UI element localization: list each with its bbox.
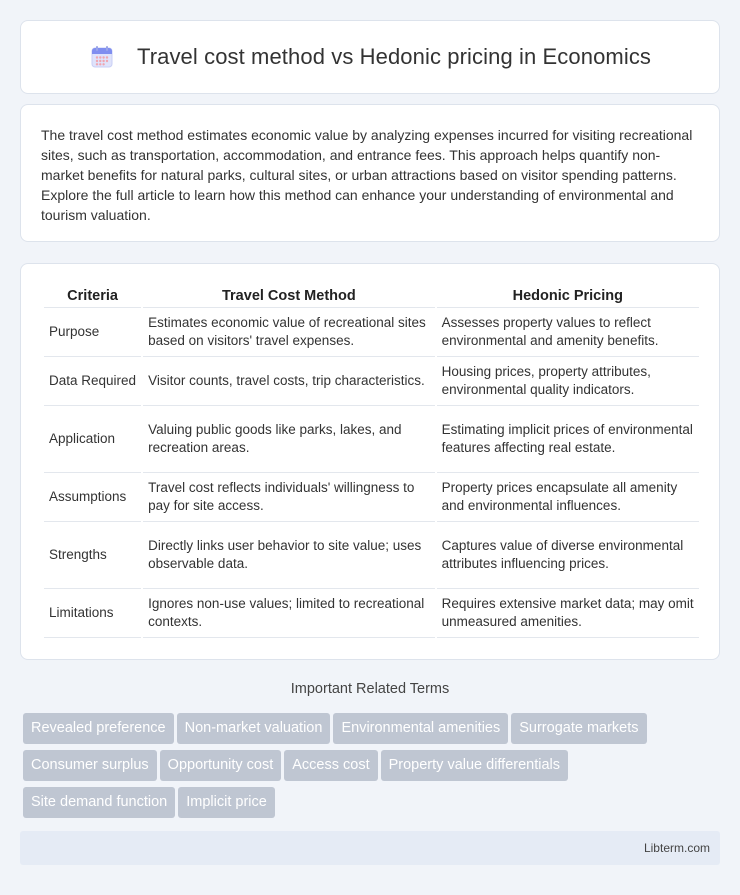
footer — [20, 831, 720, 865]
table-header-row — [44, 284, 699, 308]
table-row — [44, 357, 699, 406]
row-hedonic: Assesses property values to reflect environmental and amenity benefits. — [437, 308, 699, 357]
table-row — [44, 589, 699, 638]
row-hedonic: Housing prices, property attributes, environmental quality indicators. — [437, 357, 699, 406]
header-travel-cost: Travel Cost Method — [143, 284, 434, 308]
row-criteria: Assumptions — [44, 473, 141, 522]
header-criteria: Criteria — [44, 284, 141, 308]
comparison-card — [20, 263, 720, 660]
intro-text: The travel cost method estimates economic value by analyzing expenses incurred for visiting recreational sites, such as transportation, accommodation, and entrance fees. This approach helps quantify non-market benefits for natural parks, cultural sites, or urban attractions based on visitor spending patterns. Explore the full article to learn how this method can enhance your understanding of environmental and tourism valuation. — [41, 127, 693, 223]
related-term-tag[interactable]: Environmental amenities — [333, 713, 508, 744]
row-travel-cost: Estimates economic value of recreational sites based on visitors' travel expenses. — [143, 308, 434, 357]
row-travel-cost: Directly links user behavior to site value; uses observable data. — [143, 522, 434, 589]
related-terms-heading: Important Related Terms — [290, 681, 450, 697]
row-criteria: Strengths — [44, 522, 141, 589]
related-terms-list — [23, 713, 723, 824]
row-hedonic: Requires extensive market data; may omit unmeasured amenities. — [437, 589, 699, 638]
related-term-tag[interactable]: Opportunity cost — [160, 750, 282, 781]
related-term-tag[interactable]: Revealed preference — [23, 713, 174, 744]
comparison-table — [42, 284, 701, 638]
related-term-tag[interactable]: Access cost — [284, 750, 377, 781]
related-term-tag[interactable]: Site demand function — [23, 787, 175, 818]
row-hedonic: Estimating implicit prices of environmental features affecting real estate. — [437, 406, 699, 473]
row-travel-cost: Valuing public goods like parks, lakes, and recreation areas. — [143, 406, 434, 473]
intro-card — [20, 104, 720, 242]
table-row — [44, 406, 699, 473]
row-travel-cost: Visitor counts, travel costs, trip characteristics. — [143, 357, 434, 406]
table-row — [44, 473, 699, 522]
footer-site-link[interactable]: Libterm.com — [643, 841, 710, 855]
title-card — [20, 20, 720, 94]
row-hedonic: Property prices encapsulate all amenity and environmental influences. — [437, 473, 699, 522]
related-term-tag[interactable]: Surrogate markets — [511, 713, 646, 744]
row-travel-cost: Travel cost reflects individuals' willingness to pay for site access. — [143, 473, 434, 522]
table-row — [44, 522, 699, 589]
related-term-tag[interactable]: Implicit price — [178, 787, 275, 818]
row-travel-cost: Ignores non-use values; limited to recreational contexts. — [143, 589, 434, 638]
header-hedonic: Hedonic Pricing — [437, 284, 699, 308]
row-criteria: Application — [44, 406, 141, 473]
related-term-tag[interactable]: Non-market valuation — [177, 713, 331, 744]
row-criteria: Purpose — [44, 308, 141, 357]
row-criteria: Data Required — [44, 357, 141, 406]
calendar-icon — [89, 44, 115, 70]
page-title: Travel cost method vs Hedonic pricing in Economics — [136, 44, 652, 69]
related-term-tag[interactable]: Consumer surplus — [23, 750, 157, 781]
row-criteria: Limitations — [44, 589, 141, 638]
table-row — [44, 308, 699, 357]
related-term-tag[interactable]: Property value differentials — [381, 750, 568, 781]
row-hedonic: Captures value of diverse environmental attributes influencing prices. — [437, 522, 699, 589]
